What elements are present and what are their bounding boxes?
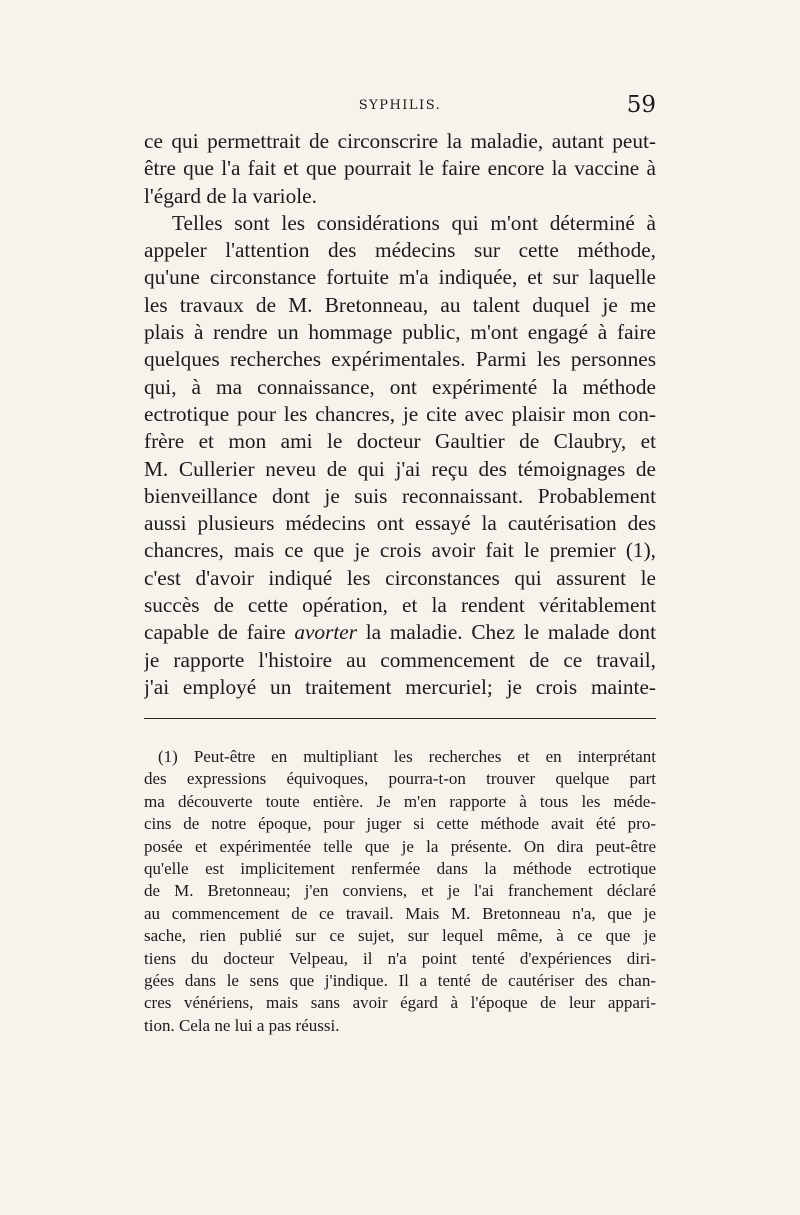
text-segment: capable de faire bbox=[144, 620, 286, 645]
text-line: j'ai employé un traitement mercuriel; je crois mainte- bbox=[144, 674, 656, 699]
text-line: l'égard de la variole. bbox=[144, 183, 317, 208]
footnote-line: cres vénériens, mais sans avoir égard à l'époque de leur appari- bbox=[144, 993, 656, 1013]
text-line: bienveillance dont je suis reconnaissant. Probablement bbox=[144, 483, 656, 508]
text-line: succès de cette opération, et la rendent véritablement bbox=[144, 593, 656, 618]
text-line: être que l'a fait et que pourrait le faire encore la vaccine à bbox=[144, 156, 656, 181]
text-line-with-emphasis bbox=[144, 619, 656, 646]
text-line: quelques recherches expérimentales. Parmi les personnes bbox=[144, 347, 656, 372]
footnote-line: ma découverte toute entière. Je m'en rapporte à tous les méde- bbox=[144, 791, 656, 811]
footnote-line: cins de notre époque, pour juger si cette méthode avait été pro- bbox=[144, 814, 656, 834]
footnote bbox=[144, 746, 656, 1037]
text-line: qu'une circonstance fortuite m'a indiquée, et sur laquelle bbox=[144, 265, 656, 290]
text-segment: la maladie. Chez le malade dont bbox=[365, 620, 656, 645]
text-line: chancres, mais ce que je crois avoir fait le premier (1), bbox=[144, 538, 656, 563]
text-line: frère et mon ami le docteur Gaultier de Claubry, et bbox=[144, 429, 656, 454]
footnote-line: de M. Bretonneau; j'en conviens, et je l'ai franchement déclaré bbox=[144, 881, 656, 901]
text-line: appeler l'attention des médecins sur cette méthode, bbox=[144, 238, 656, 263]
text-line: c'est d'avoir indiqué les circonstances qui assurent le bbox=[144, 565, 656, 590]
text-line: les travaux de M. Bretonneau, au talent duquel je me bbox=[144, 292, 656, 317]
text-line: qui, à ma connaissance, ont expérimenté la méthode bbox=[144, 374, 656, 399]
text-line: plais à rendre un hommage public, m'ont engagé à faire bbox=[144, 320, 656, 345]
emphasized-word: avorter bbox=[294, 620, 358, 645]
text-line: aussi plusieurs médecins ont essayé la cautérisation des bbox=[144, 511, 656, 536]
footnote-line: gées dans le sens que j'indique. Il a tenté de cautériser des chan- bbox=[144, 970, 656, 990]
paragraph-start-line: Telles sont les considérations qui m'ont déterminé à bbox=[172, 210, 656, 235]
text-line: je rapporte l'histoire au commencement de ce travail, bbox=[144, 647, 656, 672]
footnote-line: tion. Cela ne lui a pas réussi. bbox=[144, 1015, 340, 1035]
footnote-line: (1) Peut-être en multipliant les recherches et en interprétant bbox=[158, 747, 656, 766]
footnote-line: qu'elle est implicitement renfermée dans la méthode ectrotique bbox=[144, 858, 656, 878]
text-line: M. Cullerier neveu de qui j'ai reçu des témoignages de bbox=[144, 456, 656, 481]
text-line: ectrotique pour les chancres, je cite avec plaisir mon con- bbox=[144, 401, 656, 426]
footnote-line: posée et expérimentée telle que je la présente. On dira peut-être bbox=[144, 836, 656, 856]
page-number: 59 bbox=[626, 92, 656, 118]
main-text bbox=[144, 128, 656, 701]
footnote-line: des expressions équivoques, pourra-t-on trouver quelque part bbox=[144, 769, 656, 789]
page-header bbox=[144, 92, 656, 126]
footnote-line: sache, rien publié sur ce sujet, sur lequel même, à ce que je bbox=[144, 926, 656, 946]
footnote-line: au commencement de ce travail. Mais M. Bretonneau n'a, que je bbox=[144, 903, 656, 923]
footnote-line: tiens du docteur Velpeau, il n'a point tenté d'expériences diri- bbox=[144, 948, 656, 968]
text-line: ce qui permettrait de circonscrire la maladie, autant peut- bbox=[144, 129, 656, 153]
running-title: SYPHILIS. bbox=[358, 98, 442, 113]
footnote-separator bbox=[144, 718, 656, 719]
